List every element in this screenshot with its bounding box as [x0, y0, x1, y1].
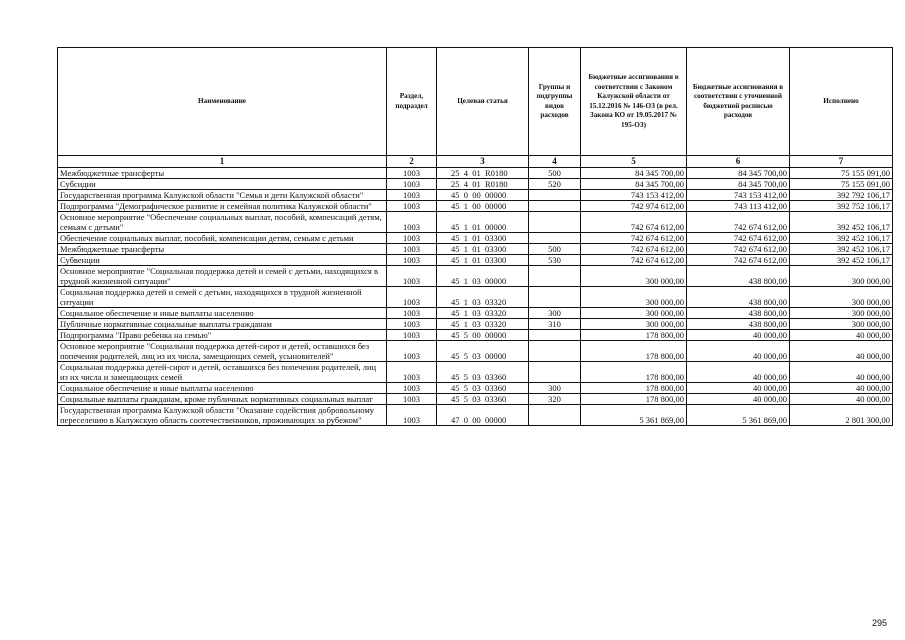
- row-target-cell: 45 0 00 00000: [437, 190, 529, 201]
- row-executed-cell: 75 155 091,00: [790, 179, 893, 190]
- header-spec-allocation: Бюджетные ассигнования в соответствии с уточненной бюджетной росписью расходов: [687, 48, 790, 156]
- row-target-cell: 45 5 03 00000: [437, 341, 529, 362]
- column-number: 3: [437, 156, 529, 168]
- row-target-cell: 45 5 03 03360: [437, 383, 529, 394]
- row-name-cell: Межбюджетные трансферты: [58, 244, 387, 255]
- row-spec-allocation-cell: 438 800,00: [687, 308, 790, 319]
- table-row: [58, 255, 893, 266]
- row-spec-allocation-cell: 438 800,00: [687, 266, 790, 287]
- row-spec-allocation-cell: 743 113 412,00: [687, 201, 790, 212]
- row-section-cell: 1003: [387, 362, 437, 383]
- row-section-cell: 1003: [387, 341, 437, 362]
- budget-table: [57, 47, 893, 426]
- row-law-allocation-cell: 178 800,00: [581, 330, 687, 341]
- row-group-cell: 300: [529, 383, 581, 394]
- row-spec-allocation-cell: 84 345 700,00: [687, 168, 790, 179]
- row-name-cell: Основное мероприятие "Социальная поддержка детей-сирот и детей, оставшихся без попечения родителей, лиц из их числа, замещающих семей, усыновителей": [58, 341, 387, 362]
- row-name-cell: Субсидии: [58, 179, 387, 190]
- row-group-cell: [529, 212, 581, 233]
- row-section-cell: 1003: [387, 383, 437, 394]
- row-executed-cell: 300 000,00: [790, 266, 893, 287]
- row-section-cell: 1003: [387, 394, 437, 405]
- row-spec-allocation-cell: 40 000,00: [687, 394, 790, 405]
- row-group-cell: 520: [529, 179, 581, 190]
- row-executed-cell: 392 792 106,17: [790, 190, 893, 201]
- table-row: [58, 190, 893, 201]
- row-executed-cell: 40 000,00: [790, 383, 893, 394]
- header-groups: Группы и подгруппы видов расходов: [529, 48, 581, 156]
- table-row: [58, 330, 893, 341]
- row-name-cell: Основное мероприятие "Социальная поддержка детей и семей с детьми, находящихся в трудной жизненной ситуации": [58, 266, 387, 287]
- row-law-allocation-cell: 84 345 700,00: [581, 168, 687, 179]
- row-group-cell: 320: [529, 394, 581, 405]
- row-name-cell: Подпрограмма "Право ребенка на семью": [58, 330, 387, 341]
- column-number: 4: [529, 156, 581, 168]
- row-target-cell: 45 5 03 03360: [437, 362, 529, 383]
- row-group-cell: 300: [529, 308, 581, 319]
- table-row: [58, 233, 893, 244]
- row-executed-cell: 40 000,00: [790, 341, 893, 362]
- row-name-cell: Основное мероприятие "Обеспечение социальных выплат, пособий, компенсаций детям, семьям с детьми": [58, 212, 387, 233]
- row-target-cell: 45 1 03 03320: [437, 308, 529, 319]
- column-number-row: [58, 156, 893, 168]
- row-section-cell: 1003: [387, 190, 437, 201]
- row-group-cell: [529, 341, 581, 362]
- row-law-allocation-cell: 742 674 612,00: [581, 233, 687, 244]
- column-number: 1: [58, 156, 387, 168]
- row-target-cell: 45 5 00 00000: [437, 330, 529, 341]
- row-executed-cell: 300 000,00: [790, 287, 893, 308]
- row-group-cell: [529, 201, 581, 212]
- row-law-allocation-cell: 178 800,00: [581, 383, 687, 394]
- row-name-cell: Социальная поддержка детей-сирот и детей, оставшихся без попечения родителей, лиц из их числа и замещающих семей: [58, 362, 387, 383]
- row-name-cell: Социальные выплаты гражданам, кроме публичных нормативных социальных выплат: [58, 394, 387, 405]
- row-name-cell: Межбюджетные трансферты: [58, 168, 387, 179]
- table-row: [58, 341, 893, 362]
- table-body: [58, 168, 893, 426]
- row-group-cell: 530: [529, 255, 581, 266]
- row-spec-allocation-cell: 742 674 612,00: [687, 212, 790, 233]
- row-group-cell: [529, 233, 581, 244]
- row-group-cell: [529, 266, 581, 287]
- row-section-cell: 1003: [387, 233, 437, 244]
- column-number: 6: [687, 156, 790, 168]
- row-target-cell: 45 1 03 03320: [437, 319, 529, 330]
- row-law-allocation-cell: 742 974 612,00: [581, 201, 687, 212]
- row-law-allocation-cell: 743 153 412,00: [581, 190, 687, 201]
- header-section: Раздел, подраздел: [387, 48, 437, 156]
- row-executed-cell: 40 000,00: [790, 362, 893, 383]
- row-executed-cell: 2 801 300,00: [790, 405, 893, 426]
- row-name-cell: Социальное обеспечение и иные выплаты населению: [58, 308, 387, 319]
- row-spec-allocation-cell: 742 674 612,00: [687, 244, 790, 255]
- row-name-cell: Социальная поддержка детей и семей с детьми, находящихся в трудной жизненной ситуации: [58, 287, 387, 308]
- row-group-cell: [529, 287, 581, 308]
- table-row: [58, 266, 893, 287]
- row-target-cell: 45 1 01 03300: [437, 233, 529, 244]
- row-executed-cell: 300 000,00: [790, 319, 893, 330]
- row-spec-allocation-cell: 438 800,00: [687, 319, 790, 330]
- row-section-cell: 1003: [387, 308, 437, 319]
- row-spec-allocation-cell: 743 153 412,00: [687, 190, 790, 201]
- table-row: [58, 168, 893, 179]
- row-section-cell: 1003: [387, 179, 437, 190]
- table-row: [58, 319, 893, 330]
- row-law-allocation-cell: 178 800,00: [581, 362, 687, 383]
- row-name-cell: Обеспечение социальных выплат, пособий, компенсации детям, семьям с детьми: [58, 233, 387, 244]
- table-row: [58, 287, 893, 308]
- row-executed-cell: 75 155 091,00: [790, 168, 893, 179]
- row-target-cell: 45 1 01 00000: [437, 212, 529, 233]
- row-law-allocation-cell: 742 674 612,00: [581, 212, 687, 233]
- row-group-cell: [529, 190, 581, 201]
- row-law-allocation-cell: 300 000,00: [581, 266, 687, 287]
- row-spec-allocation-cell: 742 674 612,00: [687, 255, 790, 266]
- header-target: Целевая статья: [437, 48, 529, 156]
- row-target-cell: 45 1 03 00000: [437, 266, 529, 287]
- row-spec-allocation-cell: 40 000,00: [687, 383, 790, 394]
- column-number: 7: [790, 156, 893, 168]
- table-row: [58, 405, 893, 426]
- row-target-cell: 25 4 01 R0180: [437, 168, 529, 179]
- row-section-cell: 1003: [387, 287, 437, 308]
- table-row: [58, 394, 893, 405]
- row-section-cell: 1003: [387, 255, 437, 266]
- row-section-cell: 1003: [387, 319, 437, 330]
- table-row: [58, 244, 893, 255]
- row-law-allocation-cell: 742 674 612,00: [581, 255, 687, 266]
- row-name-cell: Государственная программа Калужской области "Семья и дети Калужской области": [58, 190, 387, 201]
- row-section-cell: 1003: [387, 201, 437, 212]
- table-row: [58, 212, 893, 233]
- column-number: 5: [581, 156, 687, 168]
- row-executed-cell: 392 452 106,17: [790, 255, 893, 266]
- row-spec-allocation-cell: 5 361 869,00: [687, 405, 790, 426]
- row-executed-cell: 392 452 106,17: [790, 233, 893, 244]
- row-law-allocation-cell: 178 800,00: [581, 394, 687, 405]
- row-executed-cell: 392 452 106,17: [790, 212, 893, 233]
- row-target-cell: 45 5 03 03360: [437, 394, 529, 405]
- row-group-cell: 310: [529, 319, 581, 330]
- table-row: [58, 383, 893, 394]
- row-law-allocation-cell: 5 361 869,00: [581, 405, 687, 426]
- page-number: 295: [871, 618, 887, 628]
- header-name: Наименование: [58, 48, 387, 156]
- row-name-cell: Подпрограмма "Демографическое развитие и семейная политика Калужской области": [58, 201, 387, 212]
- row-group-cell: 500: [529, 168, 581, 179]
- table-row: [58, 179, 893, 190]
- row-group-cell: 500: [529, 244, 581, 255]
- row-group-cell: [529, 405, 581, 426]
- row-target-cell: 47 0 00 00000: [437, 405, 529, 426]
- row-executed-cell: 40 000,00: [790, 394, 893, 405]
- row-section-cell: 1003: [387, 405, 437, 426]
- header-law-allocation: Бюджетные ассигнования в соответствии с Законом Калужской области от 15.12.2016 № 146-ОЗ (в рел. Закона КО от 19.05.2017 № 195-ОЗ): [581, 48, 687, 156]
- row-target-cell: 25 4 01 R0180: [437, 179, 529, 190]
- table-row: [58, 201, 893, 212]
- row-spec-allocation-cell: 40 000,00: [687, 362, 790, 383]
- row-section-cell: 1003: [387, 244, 437, 255]
- row-law-allocation-cell: 300 000,00: [581, 319, 687, 330]
- row-name-cell: Публичные нормативные социальные выплаты гражданам: [58, 319, 387, 330]
- row-spec-allocation-cell: 742 674 612,00: [687, 233, 790, 244]
- row-law-allocation-cell: 178 800,00: [581, 341, 687, 362]
- row-target-cell: 45 1 01 03300: [437, 244, 529, 255]
- row-law-allocation-cell: 300 000,00: [581, 287, 687, 308]
- row-group-cell: [529, 362, 581, 383]
- row-target-cell: 45 1 01 03300: [437, 255, 529, 266]
- header-executed: Исполнено: [790, 48, 893, 156]
- row-spec-allocation-cell: 40 000,00: [687, 330, 790, 341]
- row-section-cell: 1003: [387, 266, 437, 287]
- row-section-cell: 1003: [387, 168, 437, 179]
- row-target-cell: 45 1 03 03320: [437, 287, 529, 308]
- row-name-cell: Социальное обеспечение и иные выплаты населению: [58, 383, 387, 394]
- row-law-allocation-cell: 300 000,00: [581, 308, 687, 319]
- row-name-cell: Субвенции: [58, 255, 387, 266]
- table-row: [58, 362, 893, 383]
- row-spec-allocation-cell: 84 345 700,00: [687, 179, 790, 190]
- row-executed-cell: 40 000,00: [790, 330, 893, 341]
- row-name-cell: Государственная программа Калужской области "Оказание содействия добровольному переселению в Калужскую область соотечественников, проживающих за рубежом": [58, 405, 387, 426]
- row-executed-cell: 392 752 106,17: [790, 201, 893, 212]
- column-number: 2: [387, 156, 437, 168]
- row-group-cell: [529, 330, 581, 341]
- row-section-cell: 1003: [387, 212, 437, 233]
- row-law-allocation-cell: 84 345 700,00: [581, 179, 687, 190]
- table-row: [58, 308, 893, 319]
- row-executed-cell: 392 452 106,17: [790, 244, 893, 255]
- row-section-cell: 1003: [387, 330, 437, 341]
- row-law-allocation-cell: 742 674 612,00: [581, 244, 687, 255]
- row-spec-allocation-cell: 40 000,00: [687, 341, 790, 362]
- row-executed-cell: 300 000,00: [790, 308, 893, 319]
- row-target-cell: 45 1 00 00000: [437, 201, 529, 212]
- row-spec-allocation-cell: 438 800,00: [687, 287, 790, 308]
- header-row: [58, 48, 893, 156]
